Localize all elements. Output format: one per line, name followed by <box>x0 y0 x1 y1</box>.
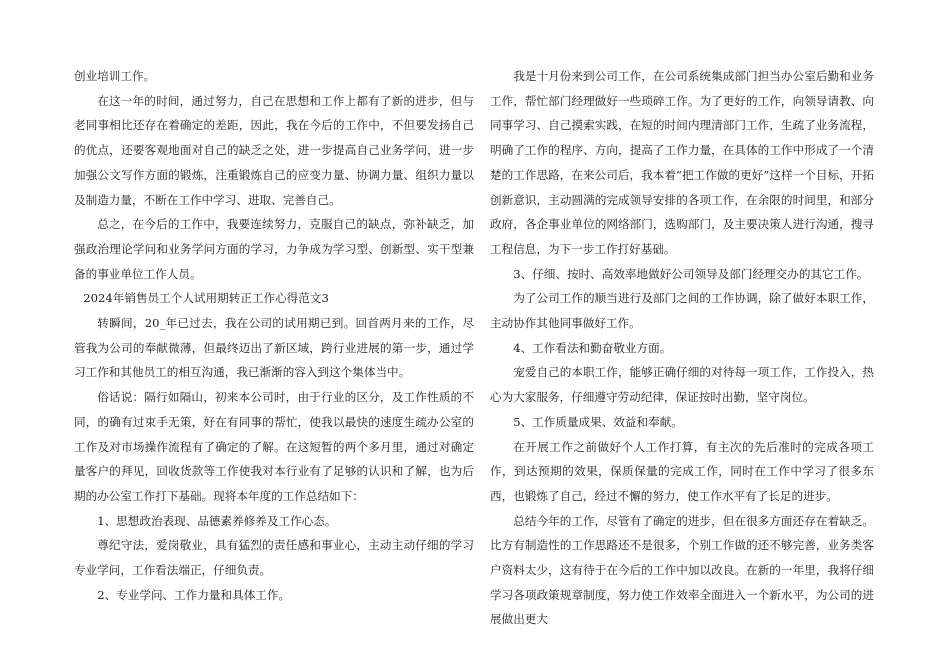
paragraph: 在这一年的时间，通过努力，自己在思想和工作上都有了新的进步，但与老同事相比还存在着确定的差距，因此，我在今后的工作中，不但要发扬自己的优点，还要客观地面对自己的缺乏之处，进一步提高自己业务学问，进一步加强公文写作方面的锻炼，注重锻炼自己的应变力量、协调力量、组织力量以及制造力量，不断在工作中学习、进取、完善自己。 <box>74 93 474 207</box>
list-heading: 3、仔细、按时、高效率地做好公司领导及部门经理交办的其它工作。 <box>513 266 869 281</box>
paragraph: 转瞬间，20_年已过去，我在公司的试用期已到。回首两月来的工作，尽管我为公司的奉献微薄，但最终迈出了新区域，跨行业进展的第一步，通过学习工作和其他员工的相互沟通，我已渐渐的容入到这个集体当中。 <box>74 316 474 380</box>
paragraph: 总之，在今后的工作中，我要连续努力，克服自己的缺点，弥补缺乏，加强政治理论学问和业务学问方面的学习，力争成为学习型、创新型、实干型兼备的事业单位工作人员。 <box>74 217 474 281</box>
paragraph: 尊纪守法，爱岗敬业，具有猛烈的责任感和事业心，主动主动仔细的学习专业学问，工作看法端正，仔细负责。 <box>74 538 474 578</box>
paragraph: 宠爱自己的本职工作，能够正确仔细的对待每一项工作，工作投入，热心为大家服务，仔细遵守劳动纪律，保证按时出勤，坚守岗位。 <box>490 365 874 405</box>
paragraph: 总结今年的工作，尽管有了确定的进步，但在很多方面还存在着缺乏。比方有制造性的工作思路还不是很多，个别工作做的还不够完善，业务类客户资料太少，这有待于在今后的工作中加以改良。在新的一年里，我将仔细学习各项政策规章制度，努力使工作效率全面进入一个新水平，为公司的进展做出更大 <box>490 513 874 627</box>
list-heading: 1、思想政治表现、品德素养修养及工作心态。 <box>97 513 337 528</box>
list-heading: 2、专业学问、工作力量和具体工作。 <box>97 587 291 602</box>
left-column <box>74 64 474 607</box>
paragraph: 在开展工作之前做好个人工作打算，有主次的先后准时的完成各项工作，到达预期的效果，保质保量的完成工作，同时在工作中学习了很多东西，也锻炼了自己，经过不懈的努力，使工作水平有了长足的进步。 <box>490 439 874 503</box>
list-heading: 5、工作质量成果、效益和奉献。 <box>513 414 683 429</box>
paragraph: 为了公司工作的顺当进行及部门之间的工作协调，除了做好本职工作，主动协作其他同事做好工作。 <box>490 291 874 331</box>
right-column <box>490 64 874 632</box>
paragraph: 俗话说：隔行如隔山，初来本公司时，由于行业的区分，及工作性质的不同，的确有过束手无策，好在有同事的帮忙，使我以最快的速度生疏办公室的工作及对市场操作流程有了确定的了解。在这短暂的两个多月里，通过对确定量客户的拜见，回收货款等工作使我对本行业有了足够的认识和了解，也为后期的办公室工作打下基础。现将本年度的工作总结如下： <box>74 390 474 503</box>
list-heading: 4、工作看法和勤奋敬业方面。 <box>513 340 672 355</box>
paragraph: 我是十月份来到公司工作，在公司系统集成部门担当办公室后勤和业务工作，帮忙部门经理做好一些琐碎工作。为了更好的工作，向领导请教、向同事学习、自己摸索实践，在短的时间内理清部门工作，生疏了业务流程，明确了工作的程序、方向，提高了工作力量，在具体的工作中形成了一个清楚的工作思路，在来公司后，我本着“把工作做的更好”这样一个目标，开拓创新意识，主动圆满的完成领导安排的各项工作，在余限的时间里，和部分政府，各企事业单位的网络部门，选购部门，及主要决策人进行沟通，搜寻工程信息，为下一步工作打好基础。 <box>490 69 874 256</box>
paragraph-continued: 创业培训工作。 <box>74 69 156 83</box>
section-title: 2024年销售员工个人试用期转正工作心得范文3 <box>83 291 329 306</box>
